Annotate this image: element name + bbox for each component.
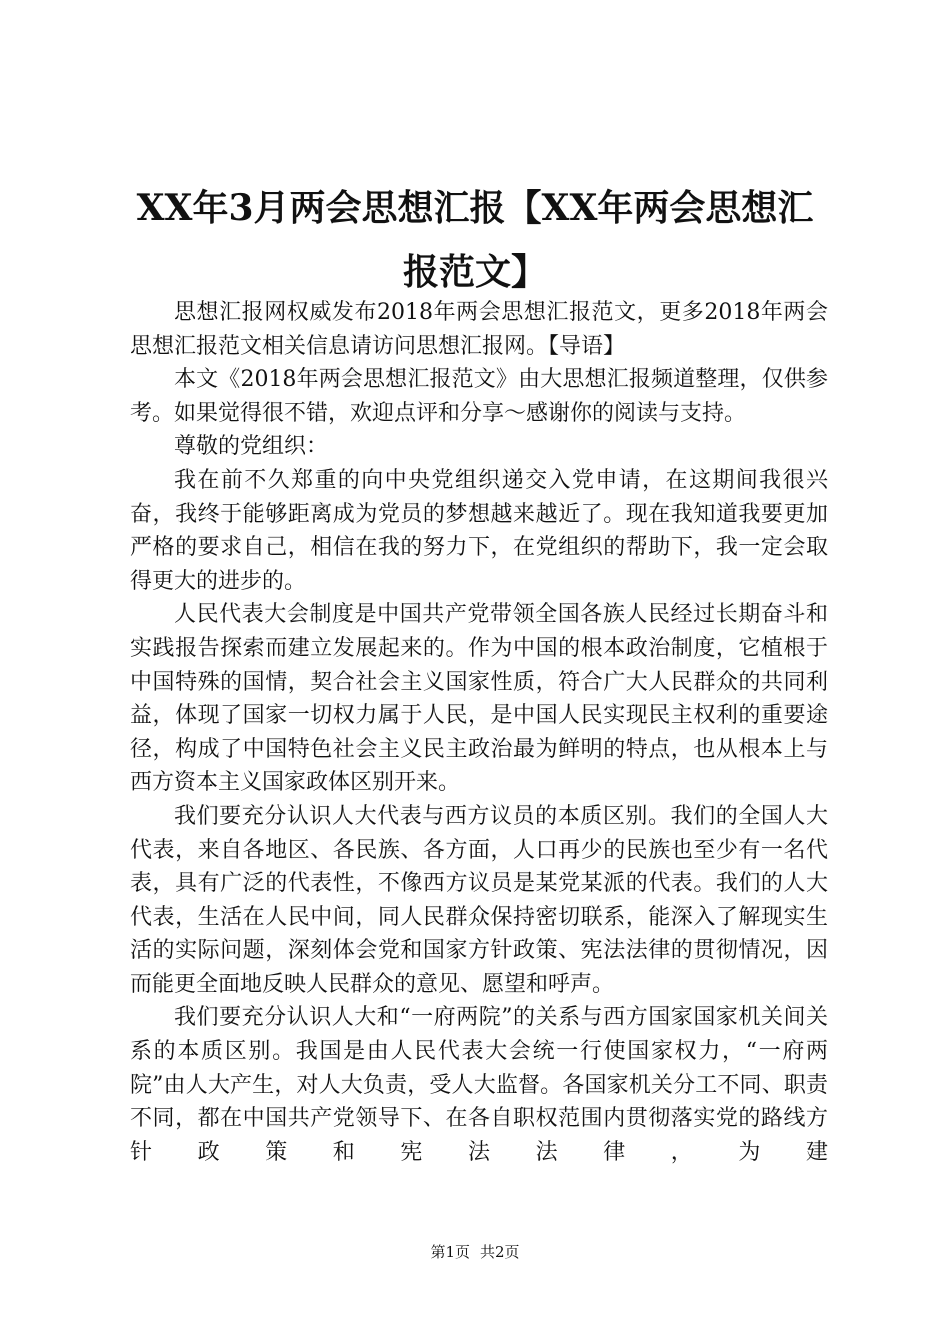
body-paragraph: 我们要充分认识人大代表与西方议员的本质区别。我们的全国人大代表，来自各地区、各民族、各方面，人口再少的民族也至少有一名代表，具有广泛的代表性，不像西方议员是某党某派的代表。我们的人大代表，生活在人民中间，同人民群众保持密切联系，能深入了解现实生活的实际问题，深刻体会党和国家方针政策、宪法法律的贯彻情况，因而能更全面地反映人民群众的意见、愿望和呼声。 xyxy=(130,803,828,997)
body-paragraph: 人民代表大会制度是中国共产党带领全国各族人民经过长期奋斗和实践报告探索而建立发展起来的。作为中国的根本政治制度，它植根于中国特殊的国情，契合社会主义国家性质，符合广大人民群众的共同利益，体现了国家一切权力属于人民，是中国人民实现民主权利的重要途径，构成了中国特色社会主义民主政治最为鲜明的特点，也从根本上与西方资本主义国家政体区别开来。 xyxy=(130,602,828,796)
document-body xyxy=(130,296,828,1169)
body-paragraph: 思想汇报网权威发布2018年两会思想汇报范文，更多2018年两会思想汇报范文相关信息请访问思想汇报网。【导语】 xyxy=(130,300,828,359)
page-number: 第1页 xyxy=(430,1243,470,1261)
page-footer xyxy=(0,1242,950,1262)
body-paragraph: 我在前不久郑重的向中央党组织递交入党申请，在这期间我很兴奋，我终于能够距离成为党员的梦想越来越近了。现在我知道我要更加严格的要求自己，相信在我的努力下，在党组织的帮助下，我一定会取得更大的进步的。 xyxy=(130,467,828,594)
salutation: 尊敬的党组织： xyxy=(174,434,329,460)
body-paragraph: 本文《2018年两会思想汇报范文》由大思想汇报频道整理，仅供参考。如果觉得很不错，欢迎点评和分享～感谢你的阅读与支持。 xyxy=(130,367,828,426)
body-paragraph: 我们要充分认识人大和“一府两院”的关系与西方国家国家机关间关系的本质区别。我国是由人民代表大会统一行使国家权力，“一府两院”由人大产生，对人大负责，受人大监督。各国家机关分工不同、职责不同，都在中国共产党领导下、在各自职权范围内贯彻落实党的路线方针政策和宪法法律，为建 xyxy=(130,1005,828,1165)
document-title: XX年3月两会思想汇报【XX年两会思想汇报范文】 xyxy=(136,187,814,293)
page-total: 共2页 xyxy=(480,1243,520,1261)
